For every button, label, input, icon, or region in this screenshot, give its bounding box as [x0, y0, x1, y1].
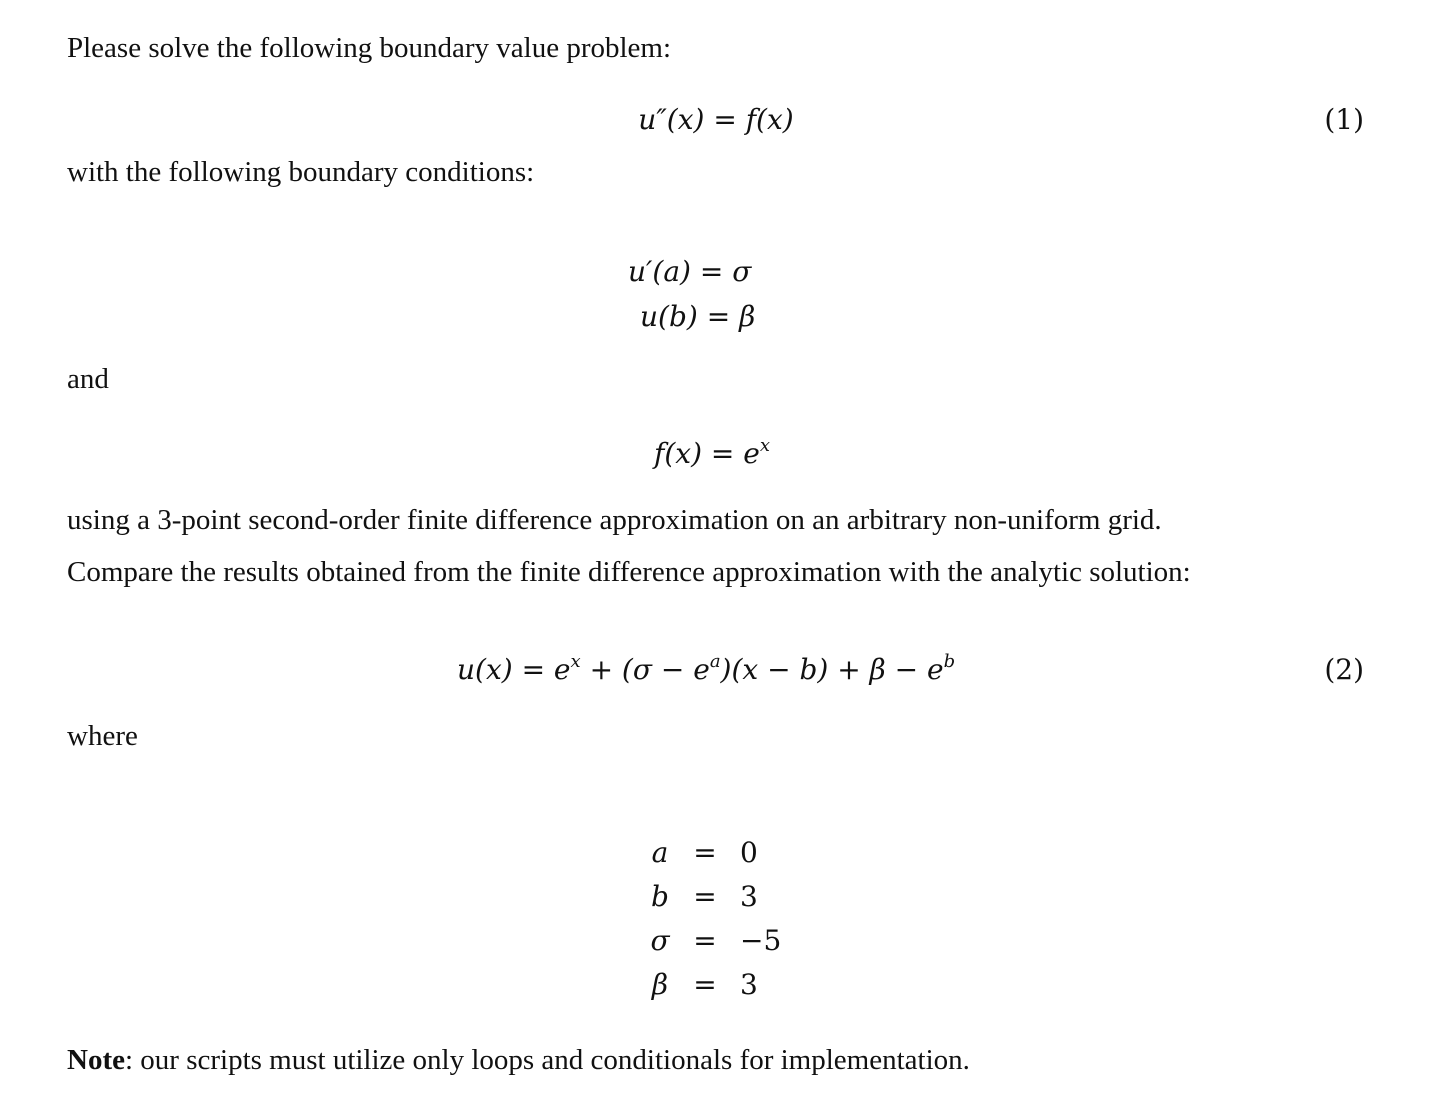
parameter-row-beta	[640, 962, 800, 1006]
equation-2-sup1: x	[570, 651, 581, 672]
equation-2	[457, 652, 955, 692]
equation-1	[0, 102, 1442, 138]
boundary-condition-2: u(b) = β	[640, 300, 756, 333]
parameter-row-b	[640, 874, 800, 918]
equation-2-sup2: a	[709, 651, 721, 672]
note-body: : our scripts must utilize only loops and conditionals for implementation.	[124, 1044, 970, 1076]
parameter-symbol: β	[651, 967, 669, 1001]
parameter-value: 3	[740, 879, 758, 913]
boundary-condition-1: u′(a) = σ	[628, 255, 752, 288]
parameter-value: 0	[740, 835, 758, 869]
compare-text: Compare the results obtained from the finite difference approximation with the analytic solution:	[67, 556, 1191, 588]
note-text	[67, 1042, 970, 1078]
parameter-symbol: a	[651, 835, 669, 869]
method-text: using a 3-point second-order finite difference approximation on an arbitrary non-uniform grid.	[67, 504, 1162, 536]
equation-1-number: (1)	[1324, 103, 1364, 136]
intro-text: Please solve the following boundary value problem:	[67, 32, 672, 64]
equation-2-part1: u(x) = e	[457, 653, 571, 686]
parameter-value: 3	[740, 967, 758, 1001]
parameter-row-sigma	[640, 918, 800, 962]
parameter-symbol: σ	[650, 923, 670, 957]
parameter-equals: =	[693, 967, 717, 1001]
parameter-symbol: b	[651, 879, 669, 913]
parameter-equals: =	[693, 835, 717, 869]
parameter-row-a	[640, 830, 800, 874]
parameter-table	[640, 830, 800, 1006]
equation-2-number: (2)	[1324, 653, 1364, 686]
where-text: where	[67, 720, 138, 752]
parameter-equals: =	[693, 923, 717, 957]
equation-2-part3: )(x − b) + β − e	[720, 653, 944, 686]
f-definition-exponent: x	[759, 435, 770, 456]
equation-2-sup3: b	[943, 651, 956, 672]
parameter-equals: =	[693, 879, 717, 913]
parameter-value: −5	[740, 923, 782, 957]
equation-1-expression: u″(x) = f(x)	[638, 103, 794, 136]
and-text: and	[67, 363, 109, 395]
equation-2-part2: + (σ − e	[580, 653, 710, 686]
f-definition-base: f(x) = e	[654, 437, 760, 470]
f-definition	[654, 436, 770, 476]
note-label: Note	[67, 1044, 125, 1076]
boundary-conditions-intro: with the following boundary conditions:	[67, 156, 535, 188]
